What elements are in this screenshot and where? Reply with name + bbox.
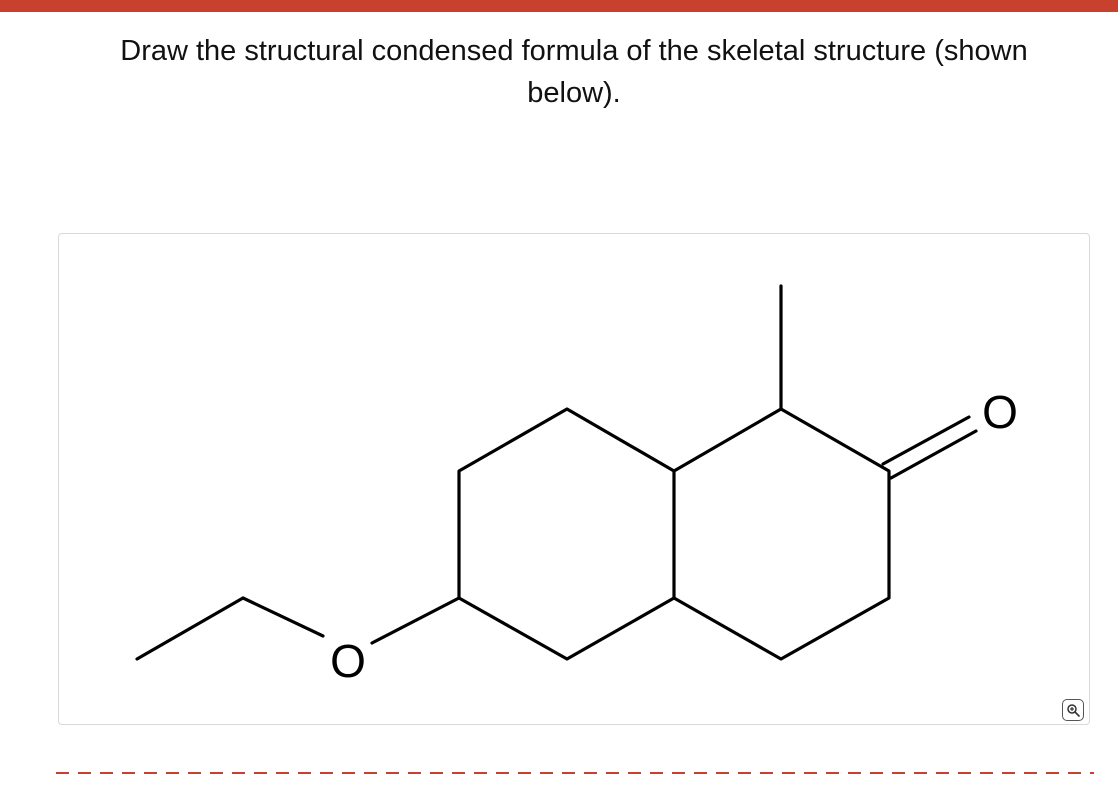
structure-figure xyxy=(58,233,1090,725)
ether-oxygen-label: O xyxy=(330,635,366,687)
question-text xyxy=(30,30,1118,114)
left-ring-bonds xyxy=(459,409,674,659)
question-line-1: Draw the structural condensed formula of the skeletal structure (shown xyxy=(120,35,1028,67)
zoom-in-icon xyxy=(1066,703,1080,717)
answer-area-dashed-divider xyxy=(52,768,1098,778)
ethyl-terminal-bond xyxy=(137,598,243,659)
right-ring-bonds xyxy=(674,409,889,659)
skeletal-structure-drawing xyxy=(59,234,1089,724)
zoom-button[interactable] xyxy=(1062,699,1084,721)
ether-oxygen-to-ch2-bond xyxy=(243,598,323,636)
question-line-2: below). xyxy=(527,77,621,109)
ketone-oxygen-label: O xyxy=(982,386,1018,438)
ring-to-ether-oxygen-bond xyxy=(372,598,459,643)
top-accent-bar xyxy=(0,0,1118,12)
